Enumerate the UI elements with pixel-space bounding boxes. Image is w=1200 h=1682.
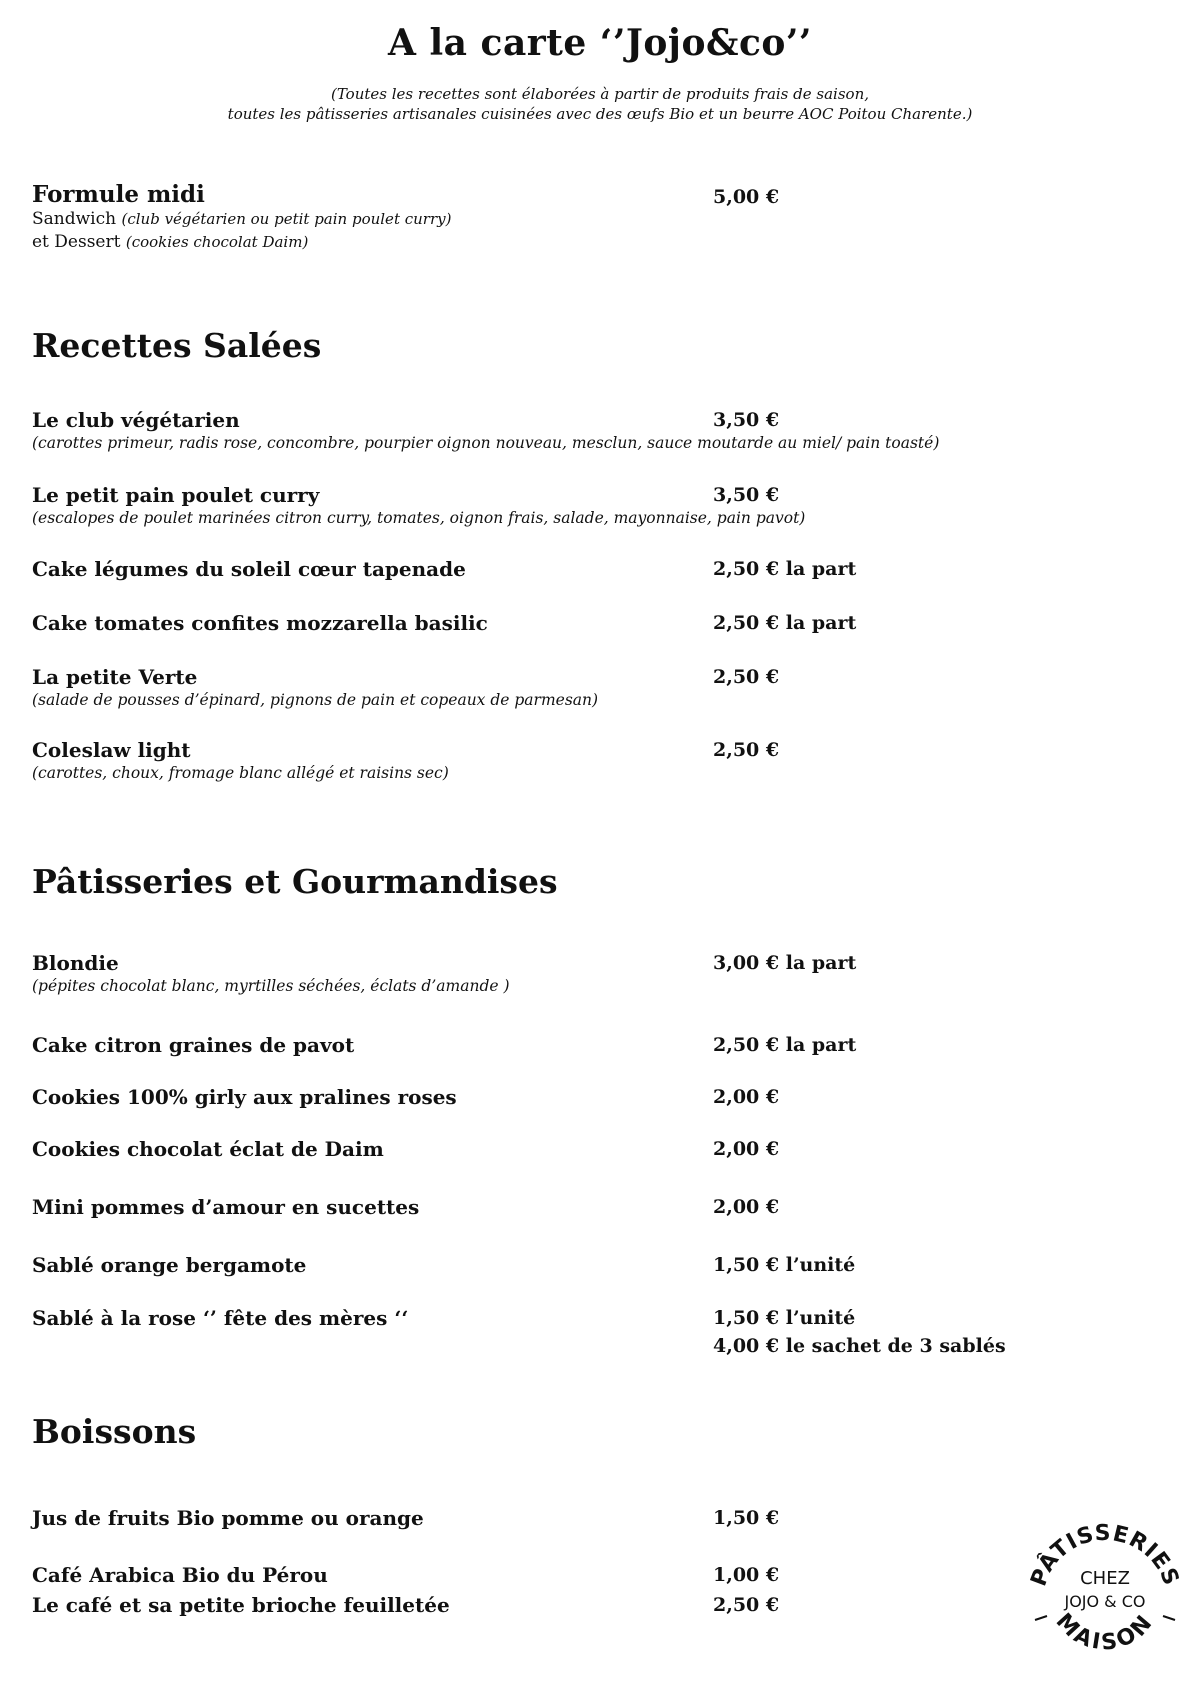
item-description: (carottes primeur, radis rose, concombre, pourpier oignon nouveau, mesclun, sauce moutarde au miel/ pain toasté) bbox=[32, 434, 940, 452]
item-price-secondary: 4,00 € le sachet de 3 sablés bbox=[713, 1335, 1006, 1357]
item-name: Cake tomates confites mozzarella basilic bbox=[32, 611, 488, 635]
item-name: Blondie bbox=[32, 951, 119, 975]
item-description: (salade de pousses d’épinard, pignons de pain et copeaux de parmesan) bbox=[32, 691, 599, 709]
section-title: Pâtisseries et Gourmandises bbox=[32, 862, 558, 901]
stamp-top-text: PÂTISSERIES bbox=[1026, 1520, 1184, 1590]
item-name: Cookies 100% girly aux pralines roses bbox=[32, 1085, 457, 1109]
menu-title: A la carte ‘’Jojo&co’’ bbox=[388, 22, 812, 64]
menu-item bbox=[32, 1505, 1132, 1531]
menu-item bbox=[32, 482, 1132, 529]
item-price: 1,50 € l’unité bbox=[713, 1307, 856, 1329]
section-title: Recettes Salées bbox=[32, 326, 322, 365]
menu-item bbox=[32, 407, 1132, 454]
stamp-bottom-text: MAISON bbox=[1050, 1608, 1160, 1656]
menu-item bbox=[32, 1032, 1132, 1058]
item-price: 1,00 € bbox=[713, 1564, 780, 1586]
item-name: Coleslaw light bbox=[32, 738, 191, 762]
item-description: (escalopes de poulet marinées citron curry, tomates, oignon frais, salade, mayonnaise, pain pavot) bbox=[32, 509, 806, 527]
item-price: 1,50 € l’unité bbox=[713, 1254, 856, 1276]
item-price: 2,00 € bbox=[713, 1086, 780, 1108]
section-title: Boissons bbox=[32, 1412, 197, 1451]
item-price: 3,50 € bbox=[713, 409, 780, 431]
formule-detail: (cookies chocolat Daim) bbox=[125, 233, 309, 251]
item-name: Cookies chocolat éclat de Daim bbox=[32, 1137, 384, 1161]
item-name: Café Arabica Bio du Pérou bbox=[32, 1563, 328, 1587]
item-price: 3,00 € la part bbox=[713, 952, 857, 974]
formule-midi bbox=[32, 182, 1132, 254]
item-name: Formule midi bbox=[32, 181, 205, 208]
item-name: Le club végétarien bbox=[32, 408, 240, 432]
item-price: 2,50 € bbox=[713, 666, 780, 688]
item-description: (pépites chocolat blanc, myrtilles séchées, éclats d’amande ) bbox=[32, 977, 510, 995]
menu-item bbox=[32, 1562, 1132, 1588]
item-price: 2,50 € bbox=[713, 1594, 780, 1616]
menu-item bbox=[32, 610, 1132, 636]
formule-label: Sandwich bbox=[32, 209, 117, 229]
intro-line: (Toutes les recettes sont élaborées à partir de produits frais de saison, bbox=[330, 85, 869, 103]
stamp-center-line: JOJO & CO bbox=[1064, 1592, 1146, 1611]
formule-line bbox=[32, 231, 1132, 254]
menu-item bbox=[32, 1084, 1132, 1110]
stamp-dash bbox=[1035, 1616, 1047, 1620]
formule-label: et Dessert bbox=[32, 232, 121, 252]
intro-line: toutes les pâtisseries artisanales cuisinées avec des œufs Bio et un beurre AOC Poitou Charente.) bbox=[227, 105, 973, 123]
stamp-dash bbox=[1163, 1616, 1175, 1620]
item-price: 2,50 € bbox=[713, 739, 780, 761]
item-name: Sablé à la rose ‘’ fête des mères ‘‘ bbox=[32, 1306, 409, 1330]
menu-item bbox=[32, 1194, 1132, 1220]
stamp-center-line: CHEZ bbox=[1080, 1568, 1130, 1589]
item-name: Le café et sa petite brioche feuilletée bbox=[32, 1593, 450, 1617]
item-price: 2,00 € bbox=[713, 1196, 780, 1218]
item-name: La petite Verte bbox=[32, 665, 198, 689]
menu-item bbox=[32, 950, 1132, 997]
intro-note bbox=[0, 84, 1200, 124]
formule-line bbox=[32, 208, 1132, 231]
item-price: 1,50 € bbox=[713, 1507, 780, 1529]
item-price: 2,00 € bbox=[713, 1138, 780, 1160]
menu-item bbox=[32, 1592, 1132, 1618]
menu-item bbox=[32, 1136, 1132, 1162]
item-price: 2,50 € la part bbox=[713, 612, 857, 634]
item-price: 5,00 € bbox=[713, 186, 780, 208]
formule-detail: (club végétarien ou petit pain poulet curry) bbox=[121, 210, 452, 228]
item-name: Le petit pain poulet curry bbox=[32, 483, 320, 507]
item-name: Jus de fruits Bio pomme ou orange bbox=[32, 1506, 424, 1530]
menu-item bbox=[32, 556, 1132, 582]
menu-item bbox=[32, 737, 1132, 784]
item-price: 3,50 € bbox=[713, 484, 780, 506]
item-name: Sablé orange bergamote bbox=[32, 1253, 307, 1277]
item-name: Mini pommes d’amour en sucettes bbox=[32, 1195, 420, 1219]
menu-item bbox=[32, 1252, 1132, 1278]
item-price: 2,50 € la part bbox=[713, 1034, 857, 1056]
item-name: Cake citron graines de pavot bbox=[32, 1033, 355, 1057]
item-price: 2,50 € la part bbox=[713, 558, 857, 580]
patisseries-maison-stamp bbox=[1025, 1510, 1185, 1670]
menu-item bbox=[32, 664, 1132, 711]
menu-item bbox=[32, 1305, 1132, 1331]
item-description: (carottes, choux, fromage blanc allégé et raisins sec) bbox=[32, 764, 449, 782]
item-name: Cake légumes du soleil cœur tapenade bbox=[32, 557, 466, 581]
